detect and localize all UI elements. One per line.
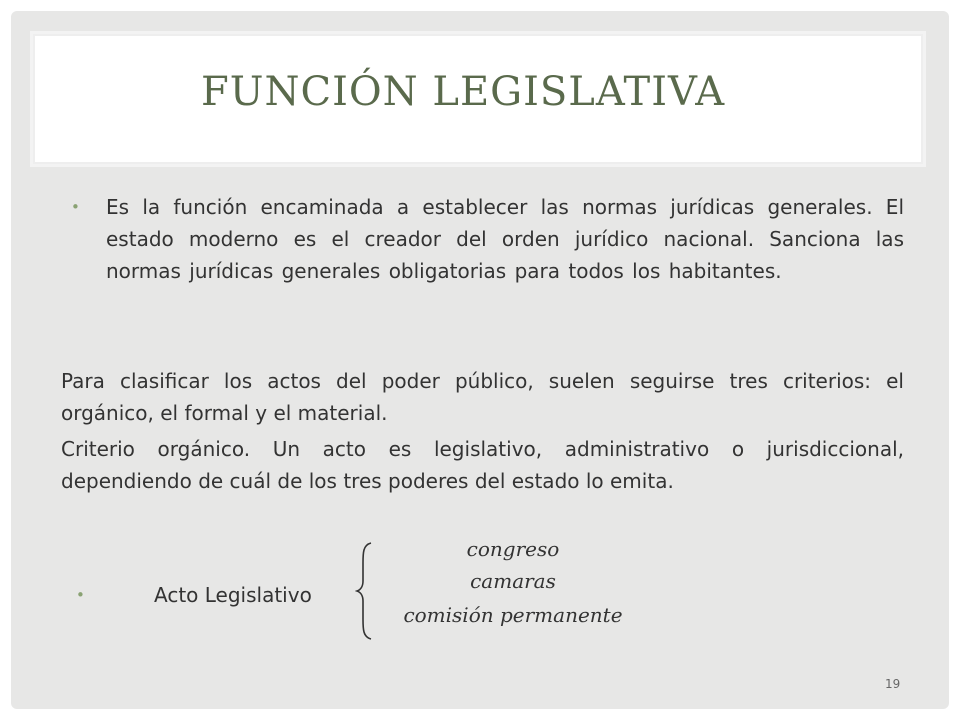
bullet-dot-icon: • — [71, 198, 80, 216]
paragraph-organic: Criterio orgánico. Un acto es legislativo, administrativo o jurisdiccional, dependiendo de cuál de los tres poderes del estado lo emita. — [61, 437, 904, 493]
paragraph-criteria: Para clasificar los actos del poder público, suelen seguirse tres criterios: el orgánico, el formal y el material. — [61, 369, 904, 425]
slide-title: FUNCIÓN LEGISLATIVA — [201, 69, 726, 115]
brace-item-camaras: camaras — [470, 569, 556, 593]
bullet-label: Acto Legislativo — [154, 583, 312, 607]
brace-item-congreso: congreso — [466, 537, 560, 561]
bullet-text: Es la función encaminada a establecer las normas jurídicas generales. El estado moderno es el creador del orden jurídico nacional. Sanciona las normas jurídicas generales obligatorias para todos los habitantes. — [106, 195, 904, 283]
curly-brace-icon — [355, 541, 375, 641]
bullet-dot-icon: • — [76, 586, 85, 604]
bullet-item-1 — [71, 191, 904, 287]
brace-item-comision: comisión permanente — [403, 603, 623, 627]
slide — [11, 11, 949, 709]
page-number: 19 — [885, 677, 901, 691]
